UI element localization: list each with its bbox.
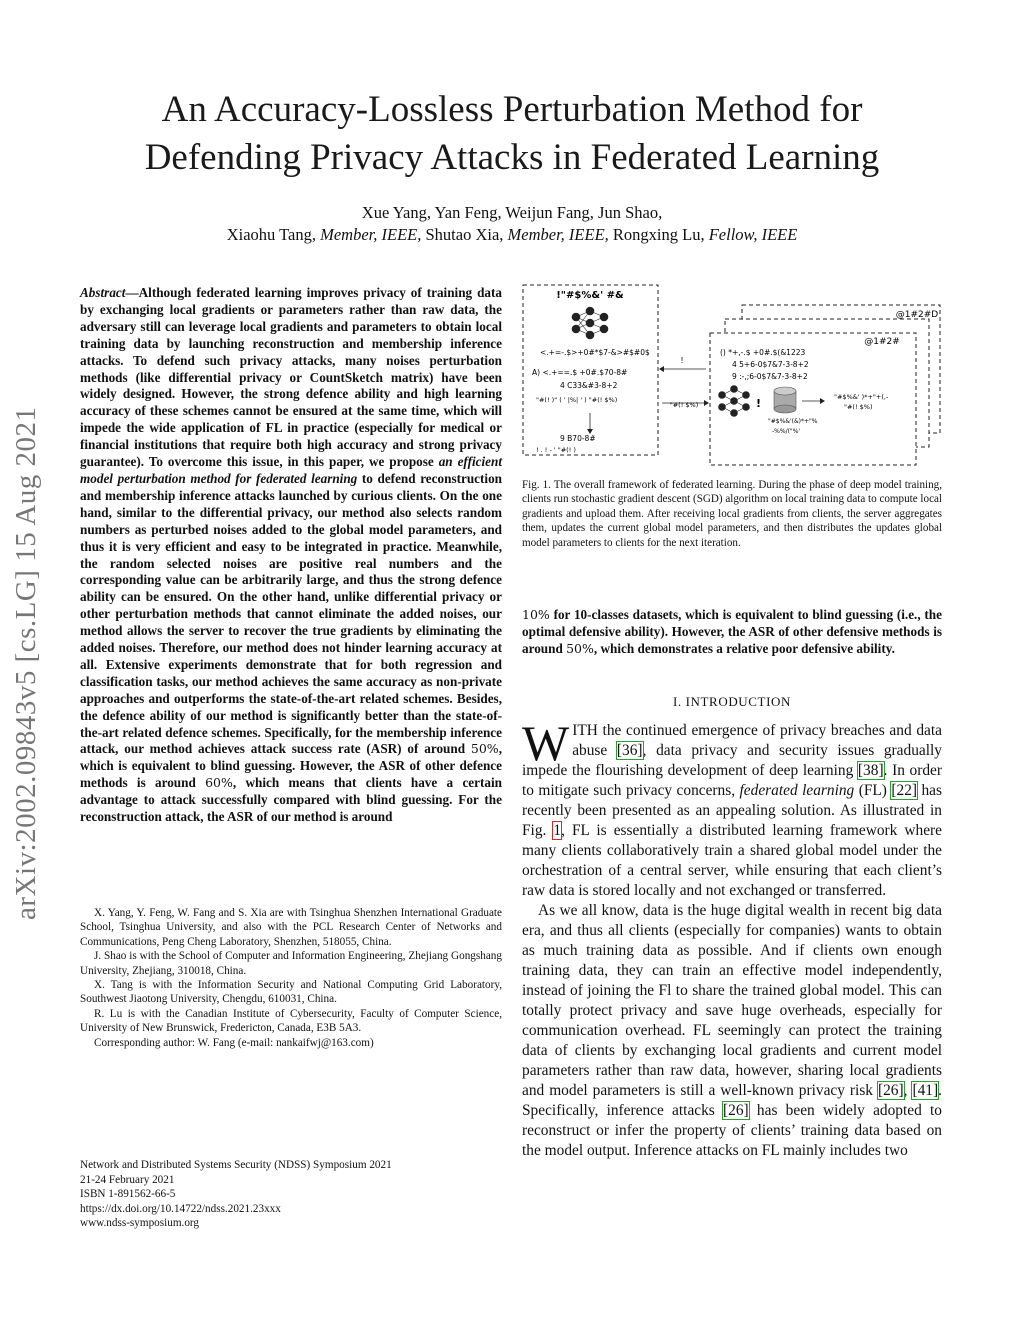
upload-arrow-head	[659, 366, 664, 372]
footnote: R. Lu is with the Canadian Institute of Cybersecurity, Faculty of Computer Science, University of New Brunswick, Fredericton, Canada, E3B 5A3.	[80, 1007, 502, 1035]
conference-info	[80, 1158, 502, 1231]
database-label: "#$%&'(&)*+"%	[768, 418, 818, 425]
abstract-dash: —	[125, 285, 139, 300]
footnote: Corresponding author: W. Fang (e-mail: nankaifwj@163.com)	[94, 1036, 374, 1049]
author-name: Shutao Xia,	[425, 225, 504, 244]
database-label: -%%/("%'	[772, 428, 801, 435]
footnote: J. Shao is with the School of Computer and Information Engineering, Zhejiang Gongshang University, Zhejiang, 310018, China.	[80, 950, 502, 977]
citation-link[interactable]: [38]	[857, 762, 884, 779]
client-label: @1#2#D	[895, 310, 939, 320]
conference-line: ISBN 1-891562-66-5	[80, 1188, 176, 1200]
text-run: . Specifically, inference attacks	[522, 1082, 942, 1119]
title-line-2: Defending Privacy Attacks in Federated Learning	[144, 137, 880, 178]
server-text: A) <.+==.$ +0#.$70-8#	[532, 368, 628, 377]
author-line-2	[60, 224, 964, 246]
citation-link[interactable]: [36]	[616, 742, 643, 759]
text-run: . In order to mitigate such privacy concerns,	[522, 762, 942, 799]
database-icon	[774, 387, 796, 413]
author-role: Fellow, IEEE	[708, 225, 798, 244]
neural-network-icon	[572, 307, 608, 339]
client-text: 4 5+6-0$7&7-3-8+2	[732, 360, 809, 369]
introduction-body	[522, 715, 942, 1161]
text-run: ,	[903, 1082, 913, 1099]
footnote: X. Tang is with the Information Security and National Computing Grid Laboratory, Southwest Jiaotong University, Chengdu, 610031, China.	[80, 979, 502, 1006]
math-value: 60%	[205, 775, 233, 791]
paper-title	[60, 86, 964, 182]
text-run: , FL is essentially a distributed learning framework where many clients collaboratively train a shared global model under the orchestration of a central server, while ensuring that each client’s raw data is stored locally and not exchanged or transferred.	[522, 822, 942, 899]
download-arrow-head	[704, 400, 709, 406]
abstract-lead: Abstract	[80, 285, 126, 300]
client-label: @1#2#	[864, 337, 900, 347]
paragraph	[522, 901, 942, 1161]
website-link[interactable]: www.ndss-symposium.org	[80, 1217, 200, 1229]
upload-label: !	[680, 356, 684, 365]
text-run: has recently been presented as an appealing solution. As illustrated in Fig.	[522, 782, 942, 839]
abstract-text: , which means that clients have a certain advantage to attack successfully compared with blind guessing. For the reconstruction attack, the ASR of our method is around	[80, 775, 502, 825]
client-note: "#(! $%)	[844, 403, 873, 411]
server-text: "#(! )" ( ' |%| ' ) "#(! $%)	[536, 396, 618, 404]
citation-link[interactable]: [41]	[912, 1082, 939, 1099]
math-value: 50%	[566, 640, 594, 656]
figure-caption: Fig. 1. The overall framework of federated learning. During the phase of deep model training, clients run stochastic gradient descent (SGD) algorithm on local training data to compute local gradients and upload them. After receiving local gradients from clients, the server aggregates them, updates the current global model parameters, and then distributes the updates global model parameters to clients for the next iteration.	[522, 479, 942, 549]
footnote: X. Yang, Y. Feng, W. Fang and S. Xia are with Tsinghua Shenzhen International Graduate School, Tsinghua University, and also with the PCL Research Center of Networks and Communications, Peng Cheng Laboratory, Shenzhen, 518055, China.	[80, 907, 502, 948]
affiliation-footnotes	[80, 906, 502, 1050]
server-title: !"#$%&' #&	[556, 290, 624, 301]
emphasis: federated learning	[739, 782, 855, 799]
author-role: Member, IEEE,	[507, 225, 609, 244]
author-role: Member, IEEE,	[320, 225, 422, 244]
citation-link[interactable]: [26]	[877, 1082, 904, 1099]
abstract-text: Although federated learning improves privacy of training data by exchanging local gradients or parameters rather than raw data, the adversary still can leverage local gradients and parameters to obtain local training data by launching reconstruction and membership inference attacks. To defend such privacy attacks, many noises perturbation methods (like differential privacy or CountSketch matrix) have been widely designed. However, the strong defence ability and high learning accuracy of these schemes cannot be ensured at the same time, which will impede the wide application of FL in practice (especially for medical or financial institutions that require both high accuracy and strong privacy guarantee). To overcome this issue, in this paper, we propose	[80, 285, 502, 470]
figure-federated-learning	[522, 283, 962, 471]
author-list	[60, 202, 964, 246]
conference-line: Network and Distributed Systems Security (NDSS) Symposium 2021	[80, 1159, 392, 1171]
client-label: !	[756, 397, 762, 410]
drop-cap: W	[522, 715, 570, 771]
author-name: Xiaohu Tang,	[226, 225, 316, 244]
abstract-emphasis: an efficient model perturbation method for federated learning	[80, 454, 503, 486]
arxiv-stamp: arXiv:2002.09843v5 [cs.LG] 15 Aug 2021	[10, 406, 42, 920]
title-line-1: An Accuracy-Lossless Perturbation Method for	[161, 89, 863, 130]
server-text: 4 C33&#3-8+2	[560, 381, 618, 390]
text-run: (FL)	[854, 782, 892, 799]
client-text: 9 :-,;6-0$7&7-3-8+2	[732, 372, 808, 381]
client-note: "#$%&' )*+"+(,-	[834, 393, 889, 401]
math-value: 50%	[470, 741, 499, 757]
conference-line: 21-24 February 2021	[80, 1173, 175, 1186]
server-text: 9 B70-8#	[560, 434, 596, 443]
abstract-text: for 10-classes datasets, which is equivalent to blind guessing (i.e., the optimal defensive ability). However, the ASR of other defensive methods is around	[522, 607, 942, 656]
author-line-1: Xue Yang, Yan Feng, Weijun Fang, Jun Shao,	[361, 203, 663, 222]
doi-link[interactable]: https://dx.doi.org/10.14722/ndss.2021.23xxx	[80, 1202, 281, 1215]
abstract-text: , which is equivalent to blind guessing. However, the ASR of other defence methods is around	[80, 741, 502, 791]
math-value: 10%	[522, 607, 550, 622]
citation-link[interactable]: [22]	[891, 782, 918, 799]
text-run: As we all know, data is the huge digital wealth in recent big data era, and thus all clients (especially for companies) wants to obtain as much training data as possible. And if clients own enough training data, they can train an effective model independently, instead of joining the Fl to share the trained global model. This can totally protect privacy and save huge overheads, especially for communication overhead. FL seemingly can protect the training data of clients by exchanging local gradients and current model parameters rather than raw data, however, sharing local gradients and model parameters is still a well-known privacy risk	[522, 902, 942, 1099]
server-text: <.+=-.$>+0#*$7-&>#$#0$	[540, 348, 650, 357]
abstract-text: , which demonstrates a relative poor defensive ability.	[593, 640, 895, 656]
text-run: , data privacy and security issues gradually impede the flourishing development of deep learning	[522, 742, 942, 779]
figure-link[interactable]: 1	[553, 822, 562, 839]
citation-link[interactable]: [26]	[723, 1102, 749, 1119]
author-name: Rongxing Lu,	[612, 225, 705, 244]
server-text: ! . ! - ' "#(! )	[536, 446, 576, 454]
abstract-text: to defend reconstruction and membership inference attacks launched by curious clients. On the one hand, similar to the differential privacy, our method also selects random numbers as perturbed noises added to the global model parameters, and thus it is very efficient and easy to be integrated in practice. Meanwhile, the random selected noises are positive real numbers and the corresponding value can be arbitrarily large, and thus the strong defence ability can be ensured. On the other hand, unlike differential privacy or other perturbation methods that cannot eliminate the added noises, our method allows the server to recover the true gradients by eliminating the added noises. Therefore, our method does not hinder learning accuracy at all. Extensive experiments demonstrate that for both regression and classification tasks, our method achieves the same accuracy as non-private approaches and outperforms the state-of-the-art related schemes. Besides, the defence ability of our method is significantly better than the state-of-the-art related defence schemes. Specifically, for the membership inference attack, our method achieves attack success rate (ASR) of around	[80, 470, 502, 757]
text-run: has been widely adopted to reconstruct or infer the property of clients’ training data based on the model output. Inference attacks on FL mainly includes two	[522, 1102, 942, 1159]
section-heading: I. INTRODUCTION	[672, 694, 792, 709]
abstract-continuation	[522, 607, 942, 658]
paragraph	[522, 715, 942, 901]
download-label: "#(! $%)	[669, 401, 699, 409]
client-text: () *+,-.$ +0#.$(&1223	[720, 348, 806, 357]
text-run: ITH the continued emergence of privacy breaches and data abuse	[572, 722, 942, 759]
abstract	[80, 285, 502, 826]
